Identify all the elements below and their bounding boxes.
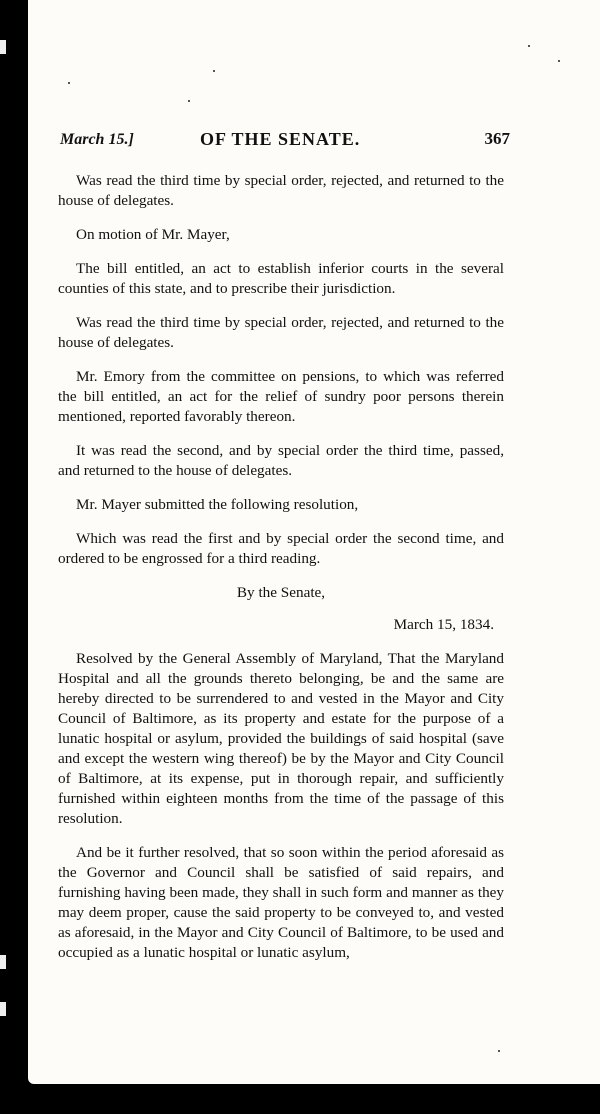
paragraph: The bill entitled, an act to establish inferior courts in the several counties of this state, and to prescribe their jurisdiction. [58,260,504,297]
header-title: OF THE SENATE. [200,129,361,149]
print-speck [68,82,70,84]
paragraph: Was read the third time by special order, rejected, and returned to the house of delegates. [58,172,504,209]
print-speck [188,100,190,102]
paragraph: Mr. Mayer submitted the following resolution, [76,496,359,513]
header-date: March 15.] [60,131,134,148]
print-speck [528,45,530,47]
margin-mark [0,1002,6,1016]
paragraph: Which was read the first and by special order the second time, and ordered to be engrossed for a third reading. [58,530,504,567]
paragraph: On motion of Mr. Mayer, [76,226,230,243]
book-gutter [0,0,28,1114]
margin-mark [0,40,6,54]
margin-mark [0,955,6,969]
paragraph: It was read the second, and by special order the third time, passed, and returned to the house of delegates. [58,442,504,479]
print-speck [558,60,560,62]
paragraph: Mr. Emory from the committee on pensions, to which was referred the bill entitled, an act for the relief of sundry poor persons therein mentioned, reported favorably thereon. [58,368,504,425]
resolution-paragraph: And be it further resolved, that so soon within the period aforesaid as the Governor and Council shall be satisfied of said repairs, and furnishing having been made, they shall in such form and manner as they may deem proper, cause the said property to be conveyed to, and vested as aforesaid, in the Mayor and City Council of Baltimore, to be used and occupied as a lunatic hospital or lunatic asylum, [58,844,504,961]
page-header [60,131,516,153]
print-speck [498,1050,500,1052]
resolution-paragraph: Resolved by the General Assembly of Maryland, That the Maryland Hospital and all the grounds thereto belonging, be and the same are hereby directed to be surrendered to and vested in the Mayor and City Council of Baltimore, as its property and estate for the purpose of a lunatic hospital or asylum, provided the buildings of said hospital (save and except the western wing thereof) be by the Mayor and City Council of Baltimore, at its expense, put in thorough repair, and sufficiently furnished within eighteen months from the time of the passage of this resolution. [58,650,504,827]
print-speck [213,70,215,72]
signature-date: March 15, 1834. [393,616,494,633]
signature-by: By the Senate, [236,584,326,601]
page-number: 367 [484,129,510,148]
paragraph: Was read the third time by special order, rejected, and returned to the house of delegates. [58,314,504,351]
page-body [58,171,504,977]
